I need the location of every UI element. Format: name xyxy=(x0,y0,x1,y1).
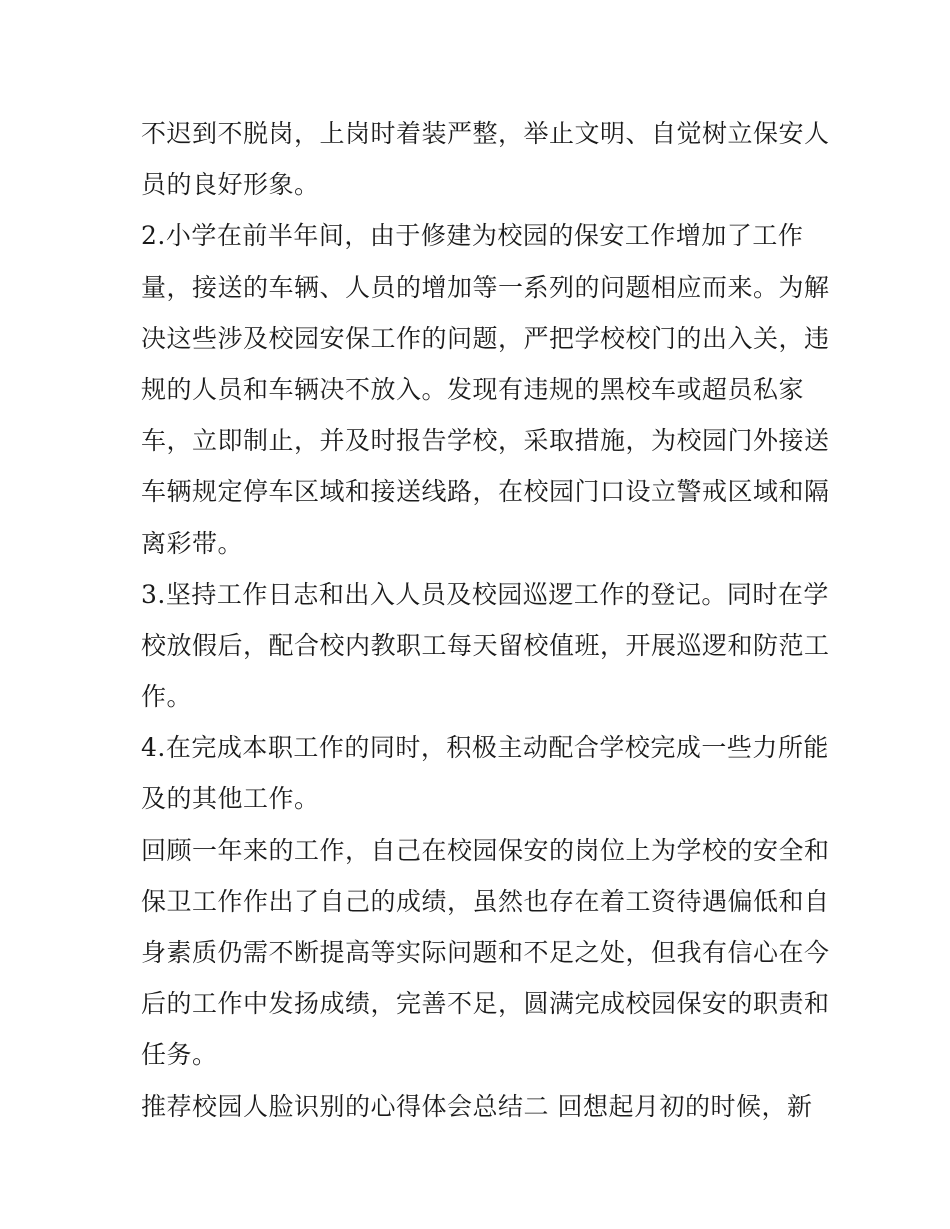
text-line: 车辆规定停车区域和接送线路，在校园门口设立警戒区域和隔 xyxy=(141,477,830,507)
text-line: 不迟到不脱岗，上岗时着装严整，举止文明、自觉树立保安人 xyxy=(141,119,830,148)
text-line: 回顾一年来的工作，自己在校园保安的岗位上为学校的安全和 xyxy=(141,835,830,865)
text-line: 作。 xyxy=(141,682,193,712)
text-line: 量，接送的车辆、人员的增加等一系列的问题相应而来。为解 xyxy=(141,272,830,302)
text-line: 规的人员和车辆决不放入。发现有违规的黑校车或超员私家 xyxy=(141,374,805,404)
text-line: 及的其他工作。 xyxy=(141,784,320,814)
text-line: 4.在完成本职工作的同时，积极主动配合学校完成一些力所能 xyxy=(141,733,829,763)
text-line: 决这些涉及校园安保工作的问题，严把学校校门的出入关，违 xyxy=(141,323,830,353)
text-line: 车，立即制止，并及时报告学校，采取措施，为校园门外接送 xyxy=(141,426,830,456)
text-line: 2.小学在前半年间，由于修建为校园的保安工作增加了工作 xyxy=(141,221,804,251)
text-line: 任务。 xyxy=(141,1040,218,1070)
text-line: 校放假后，配合校内教职工每天留校值班，开展巡逻和防范工 xyxy=(141,630,830,660)
text-line: 后的工作中发扬成绩，完善不足，圆满完成校园保安的职责和 xyxy=(141,989,830,1019)
text-line: 3.坚持工作日志和出入人员及校园巡逻工作的登记。同时在学 xyxy=(141,579,829,609)
text-line: 员的良好形象。 xyxy=(141,170,320,200)
text-line: 推荐校园人脸识别的心得体会总结二 回想起月初的时候，新 xyxy=(141,1091,813,1121)
document-body xyxy=(141,108,830,1132)
text-line: 保卫工作作出了自己的成绩，虽然也存在着工资待遇偏低和自 xyxy=(141,886,830,916)
text-line: 离彩带。 xyxy=(141,528,244,558)
text-line: 身素质仍需不断提高等实际问题和不足之处，但我有信心在今 xyxy=(141,938,830,967)
